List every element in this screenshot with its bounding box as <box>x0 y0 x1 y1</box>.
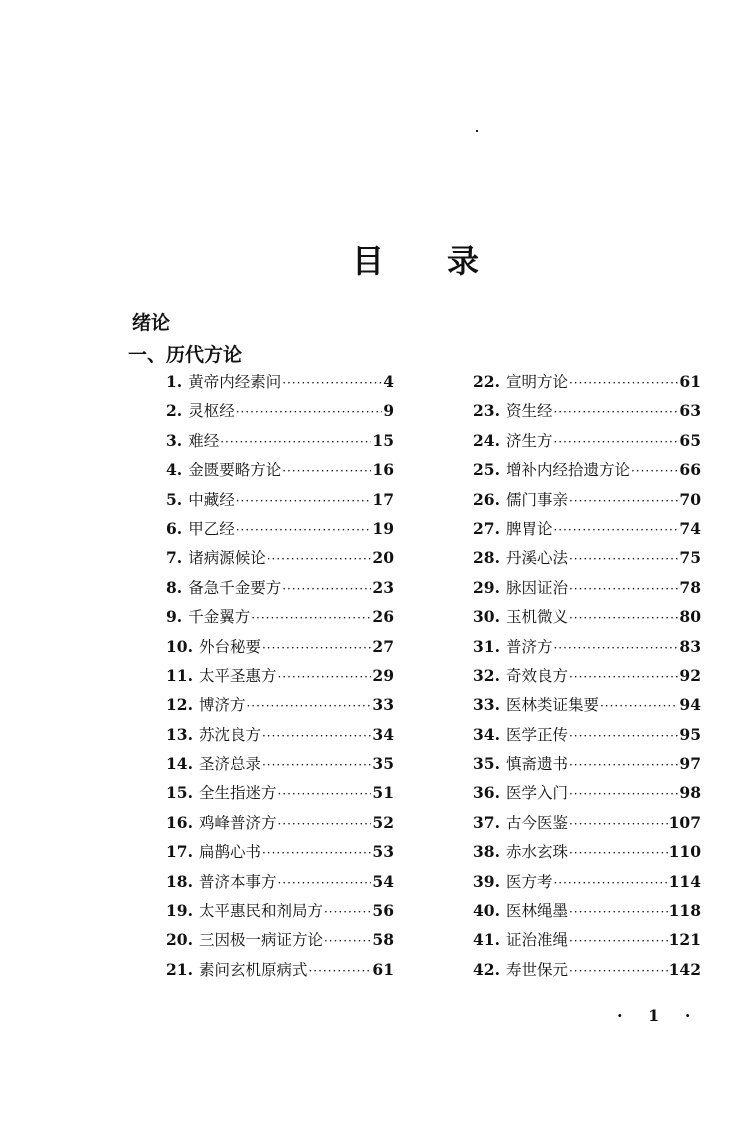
dot-leader <box>262 846 371 860</box>
toc-entry-title: 医林绳墨 <box>505 902 568 921</box>
toc-entry <box>473 458 701 487</box>
toc-entry <box>473 899 701 928</box>
section-heading-part-one: 一、历代方论 <box>128 344 243 366</box>
dot-leader <box>569 494 678 508</box>
toc-entry-page: 15 <box>372 430 394 450</box>
toc-entry-title: 千金翼方 <box>188 608 251 627</box>
toc-entry-number: 5. <box>166 489 183 509</box>
toc-entry-page: 63 <box>679 401 701 421</box>
dot-leader <box>262 729 371 743</box>
toc-entry-number: 37. <box>473 812 500 832</box>
toc-entry-page: 78 <box>679 577 701 597</box>
toc-entry <box>166 870 394 899</box>
toc-entry-title: 素问玄机原病式 <box>198 960 308 979</box>
toc-entry-number: 15. <box>166 783 193 803</box>
toc-entry <box>166 488 394 517</box>
toc-entry-number: 39. <box>473 871 500 891</box>
dot-leader <box>553 405 678 419</box>
toc-entry-page: 34 <box>372 724 394 744</box>
toc-column-left <box>166 370 394 987</box>
toc-entry-page: 35 <box>372 754 394 774</box>
dot-leader <box>277 876 371 890</box>
toc-entry-number: 22. <box>473 372 500 391</box>
toc-entry-title: 博济方 <box>198 696 246 715</box>
dot-leader <box>236 494 372 508</box>
toc-entry-number: 23. <box>473 401 500 421</box>
toc-entry-number: 36. <box>473 783 500 803</box>
toc-entry-number: 26. <box>473 489 500 509</box>
toc-entry-page: 118 <box>668 901 701 921</box>
toc-entry-title: 黄帝内经素问 <box>188 373 282 391</box>
page-number: · 1 · <box>617 1006 701 1025</box>
toc-entry <box>166 429 394 458</box>
toc-entry <box>473 370 701 399</box>
toc-entry-number: 13. <box>166 724 193 744</box>
toc-entry-page: 4 <box>383 372 394 391</box>
toc-entry-number: 16. <box>166 812 193 832</box>
toc-entry-page: 95 <box>679 724 701 744</box>
toc-entry-page: 17 <box>372 489 394 509</box>
toc-entry-title: 难经 <box>188 431 220 450</box>
toc-entry-number: 11. <box>166 665 193 685</box>
toc-entry <box>473 546 701 575</box>
toc-entry-number: 8. <box>166 577 183 597</box>
toc-entry-page: 107 <box>668 812 701 832</box>
toc-entry-title: 医方考 <box>505 872 553 891</box>
toc-entry-title: 医学入门 <box>505 784 568 803</box>
toc-entry-title: 济生方 <box>505 431 553 450</box>
toc-entry <box>166 399 394 428</box>
toc-entry-number: 4. <box>166 460 183 480</box>
toc-entry-page: 27 <box>372 636 394 656</box>
toc-entry-number: 18. <box>166 871 193 891</box>
toc-entry-number: 32. <box>473 665 500 685</box>
toc-entry <box>166 546 394 575</box>
dot-leader <box>246 699 371 713</box>
toc-entry-page: 33 <box>372 695 394 715</box>
dot-leader <box>324 934 371 948</box>
dot-leader <box>569 817 668 831</box>
dot-leader <box>236 523 372 537</box>
toc-entry-page: 9 <box>383 401 394 421</box>
page-title-char-2: 录 <box>447 242 480 280</box>
dot-leader <box>277 787 371 801</box>
toc-entry-title: 圣济总录 <box>198 755 261 774</box>
dot-leader <box>600 699 678 713</box>
toc-entry-title: 苏沈良方 <box>198 725 261 744</box>
toc-entry-page: 51 <box>372 783 394 803</box>
dot-leader <box>631 464 678 478</box>
toc-entry-page: 65 <box>679 430 701 450</box>
toc-entry-title: 普济本事方 <box>198 872 277 891</box>
toc-entry-title: 脉因证治 <box>505 578 568 597</box>
dot-leader <box>569 964 668 978</box>
toc-entry <box>473 517 701 546</box>
dot-leader <box>553 876 667 890</box>
toc-entry <box>473 752 701 781</box>
toc-entry-title: 丹溪心法 <box>505 549 568 568</box>
toc-entry <box>166 781 394 810</box>
toc-entry-number: 42. <box>473 959 500 979</box>
toc-entry-number: 28. <box>473 548 500 568</box>
toc-entry <box>473 781 701 810</box>
toc-entry-number: 14. <box>166 754 193 774</box>
dot-leader <box>569 729 678 743</box>
toc-entry-number: 25. <box>473 460 500 480</box>
toc-entry-number: 7. <box>166 548 183 568</box>
toc-entry <box>166 958 394 987</box>
toc-entry <box>473 605 701 634</box>
toc-entry-page: 54 <box>372 871 394 891</box>
toc-entry-page: 26 <box>372 607 394 627</box>
toc-entry-number: 1. <box>166 372 183 391</box>
toc-entry-title: 全生指迷方 <box>198 784 277 803</box>
dot-leader <box>220 435 371 449</box>
toc-entry-number: 24. <box>473 430 500 450</box>
dot-leader <box>569 670 678 684</box>
toc-entry <box>473 958 701 987</box>
toc-entry-page: 142 <box>668 959 701 979</box>
toc-entry-number: 30. <box>473 607 500 627</box>
toc-entry-page: 29 <box>372 665 394 685</box>
toc-entry-page: 94 <box>679 695 701 715</box>
dot-leader <box>308 964 371 978</box>
toc-entry-page: 56 <box>372 901 394 921</box>
toc-entry-title: 外台秘要 <box>198 637 261 656</box>
toc-entry-title: 甲乙经 <box>188 519 235 538</box>
toc-entry-number: 17. <box>166 842 193 862</box>
toc-entry <box>473 870 701 899</box>
toc-entry-title: 寿世保元 <box>505 960 568 979</box>
dot-leader <box>282 464 371 478</box>
toc-entry <box>473 488 701 517</box>
dot-leader <box>569 376 678 390</box>
toc-entry-page: 53 <box>372 842 394 862</box>
toc-entry <box>166 458 394 487</box>
toc-entry-title: 宣明方论 <box>505 373 568 391</box>
dot-leader <box>324 905 371 919</box>
toc-entry-title: 奇效良方 <box>505 666 568 685</box>
toc-entry-number: 38. <box>473 842 500 862</box>
toc-entry-page: 23 <box>372 577 394 597</box>
toc-entry-title: 鸡峰普济方 <box>198 813 277 832</box>
dot-leader <box>553 523 678 537</box>
toc-entry-number: 3. <box>166 430 183 450</box>
toc-entry-number: 31. <box>473 636 500 656</box>
toc-entry-number: 34. <box>473 724 500 744</box>
toc-entry-page: 83 <box>679 636 701 656</box>
dot-leader <box>553 641 678 655</box>
toc-entry-title: 诸病源候论 <box>188 549 266 568</box>
toc-entry-page: 58 <box>372 930 394 950</box>
toc-entry-number: 12. <box>166 695 193 715</box>
toc-entry-number: 21. <box>166 959 193 979</box>
dot-leader <box>282 582 371 596</box>
toc-entry-number: 19. <box>166 901 193 921</box>
toc-entry <box>166 664 394 693</box>
toc-entry-title: 资生经 <box>505 402 553 421</box>
toc-entry-title: 金匮要略方论 <box>188 461 282 480</box>
toc-entry-number: 41. <box>473 930 500 950</box>
scan-speck <box>476 130 478 132</box>
toc-entry-page: 61 <box>679 372 701 391</box>
section-heading-intro: 绪论 <box>132 312 171 334</box>
toc-entry-page: 66 <box>679 460 701 480</box>
toc-entry <box>166 811 394 840</box>
toc-entry-page: 110 <box>668 842 701 862</box>
dot-leader <box>569 787 678 801</box>
dot-leader <box>569 611 678 625</box>
toc-entry-number: 20. <box>166 930 193 950</box>
toc-entry-page: 70 <box>679 489 701 509</box>
dot-leader <box>569 582 678 596</box>
toc-entry-number: 29. <box>473 577 500 597</box>
dot-leader <box>236 405 383 419</box>
toc-entry <box>473 399 701 428</box>
toc-entry <box>473 429 701 458</box>
toc-entry-page: 52 <box>372 812 394 832</box>
toc-entry <box>166 928 394 957</box>
toc-entry-page: 80 <box>679 607 701 627</box>
toc-entry <box>166 723 394 752</box>
toc-entry-title: 太平圣惠方 <box>198 666 277 685</box>
toc-entry-page: 61 <box>372 959 394 979</box>
toc-entry-number: 27. <box>473 518 500 538</box>
toc-entry <box>473 693 701 722</box>
toc-entry-title: 增补内经拾遗方论 <box>505 461 630 480</box>
toc-entry-number: 33. <box>473 695 500 715</box>
toc-entry <box>473 928 701 957</box>
toc-entry-page: 98 <box>679 783 701 803</box>
toc-column-right <box>473 370 701 987</box>
toc-entry-title: 扁鹊心书 <box>198 843 261 862</box>
toc-entry <box>166 840 394 869</box>
page-title-char-1: 目 <box>352 242 385 280</box>
toc-entry-page: 74 <box>679 518 701 538</box>
toc-entry-page: 114 <box>668 871 701 891</box>
toc-entry-title: 慎斋遗书 <box>505 755 568 774</box>
toc-entry-page: 92 <box>679 665 701 685</box>
toc-entry-title: 三因极一病证方论 <box>198 931 323 950</box>
toc-entry <box>166 635 394 664</box>
toc-entry-title: 脾胃论 <box>505 519 553 538</box>
toc-entry-title: 医学正传 <box>505 725 568 744</box>
dot-leader <box>262 641 371 655</box>
toc-entry-page: 97 <box>679 754 701 774</box>
toc-entry-page: 20 <box>372 548 394 568</box>
dot-leader <box>569 552 678 566</box>
toc-entry-page: 19 <box>372 518 394 538</box>
dot-leader <box>262 758 371 772</box>
dot-leader <box>569 758 678 772</box>
toc-entry <box>473 840 701 869</box>
toc-entry <box>166 693 394 722</box>
toc-entry <box>473 811 701 840</box>
dot-leader <box>251 611 371 625</box>
toc-entry <box>166 576 394 605</box>
toc-entry-number: 2. <box>166 401 183 421</box>
toc-entry-page: 16 <box>372 460 394 480</box>
toc-entry <box>166 605 394 634</box>
dot-leader <box>553 435 678 449</box>
toc-entry-title: 古今医鉴 <box>505 813 568 832</box>
toc-entry-number: 6. <box>166 518 183 538</box>
dot-leader <box>277 670 371 684</box>
toc-entry-title: 证治准绳 <box>505 931 568 950</box>
toc-entry-number: 35. <box>473 754 500 774</box>
toc-entry <box>473 576 701 605</box>
toc-entry <box>473 723 701 752</box>
dot-leader <box>569 846 668 860</box>
toc-entry-number: 10. <box>166 636 193 656</box>
toc-entry <box>166 517 394 546</box>
toc-entry-title: 备急千金要方 <box>188 578 282 597</box>
dot-leader <box>277 817 371 831</box>
toc-entry-number: 40. <box>473 901 500 921</box>
dot-leader <box>569 905 668 919</box>
toc-entry <box>166 370 394 399</box>
toc-entry-title: 太平惠民和剂局方 <box>198 902 323 921</box>
dot-leader <box>282 376 382 390</box>
toc-entry <box>473 635 701 664</box>
toc-entry-page: 75 <box>679 548 701 568</box>
toc-entry-title: 中藏经 <box>188 490 235 509</box>
toc-entry <box>166 899 394 928</box>
toc-entry <box>166 752 394 781</box>
toc-entry <box>473 664 701 693</box>
toc-entry-title: 赤水玄珠 <box>505 843 568 862</box>
dot-leader <box>569 934 668 948</box>
toc-entry-title: 儒门事亲 <box>505 490 568 509</box>
toc-entry-title: 灵枢经 <box>188 402 235 421</box>
toc-entry-title: 普济方 <box>505 637 553 656</box>
dot-leader <box>267 552 372 566</box>
toc-entry-number: 9. <box>166 607 183 627</box>
toc-entry-title: 玉机微义 <box>505 608 568 627</box>
toc-entry-page: 121 <box>668 930 701 950</box>
toc-entry-title: 医林类证集要 <box>505 696 599 715</box>
